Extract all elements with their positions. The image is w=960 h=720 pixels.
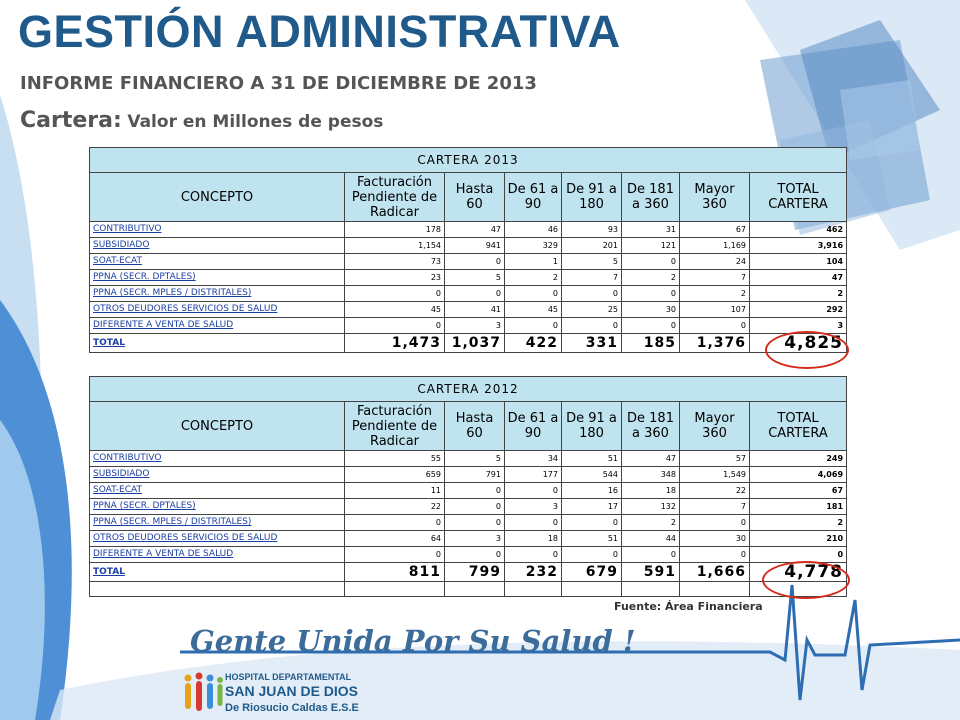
value-cell: 5 (445, 451, 505, 467)
page-title: GESTIÓN ADMINISTRATIVA (18, 6, 621, 57)
table-header-row (90, 173, 847, 222)
value-cell: 348 (622, 467, 680, 483)
concepto-link[interactable]: DIFERENTE A VENTA DE SALUD (90, 318, 345, 334)
cartera-caption (20, 108, 383, 133)
value-cell: 44 (622, 531, 680, 547)
value-cell: 0 (505, 515, 562, 531)
value-cell: 64 (345, 531, 445, 547)
value-cell: 16 (562, 483, 622, 499)
concepto-link[interactable]: DIFERENTE A VENTA DE SALUD (90, 547, 345, 563)
value-cell: 18 (505, 531, 562, 547)
table-row (90, 499, 847, 515)
value-cell: 659 (345, 467, 445, 483)
table-row (90, 483, 847, 499)
total-cell: 1,666 (680, 563, 750, 582)
header-cell: Mayor 360 (680, 173, 750, 222)
total-link[interactable]: TOTAL (90, 563, 345, 582)
value-cell: 2 (680, 286, 750, 302)
value-cell: 0 (622, 547, 680, 563)
total-cell: 1,473 (345, 334, 445, 353)
value-cell: 51 (562, 531, 622, 547)
value-cell: 0 (445, 547, 505, 563)
concepto-link[interactable]: CONTRIBUTIVO (90, 222, 345, 238)
value-cell: 47 (445, 222, 505, 238)
value-cell: 0 (622, 286, 680, 302)
cartera-2013-table (89, 147, 847, 353)
concepto-link[interactable]: OTROS DEUDORES SERVICIOS DE SALUD (90, 531, 345, 547)
value-cell: 0 (622, 254, 680, 270)
value-cell: 30 (622, 302, 680, 318)
value-cell: 0 (505, 318, 562, 334)
header-cell: CONCEPTO (90, 402, 345, 451)
value-cell: 17 (562, 499, 622, 515)
value-cell: 0 (562, 318, 622, 334)
value-cell: 941 (445, 238, 505, 254)
total-cell: 185 (622, 334, 680, 353)
value-cell: 1,154 (345, 238, 445, 254)
value-cell: 73 (345, 254, 445, 270)
value-cell: 0 (345, 515, 445, 531)
value-cell: 5 (562, 254, 622, 270)
total-cell: 811 (345, 563, 445, 582)
concepto-link[interactable]: PPNA (SECR. MPLES / DISTRITALES) (90, 515, 345, 531)
total-cell: 591 (622, 563, 680, 582)
total-row (90, 563, 847, 582)
value-cell: 3 (445, 531, 505, 547)
value-cell: 0 (562, 286, 622, 302)
concepto-link[interactable]: PPNA (SECR. MPLES / DISTRITALES) (90, 286, 345, 302)
table-row (90, 286, 847, 302)
header-cell: Facturación Pendiente de Radicar (345, 173, 445, 222)
row-total-cell: 181 (750, 499, 847, 515)
header-cell: De 181 a 360 (622, 402, 680, 451)
row-total-cell: 104 (750, 254, 847, 270)
left-swoosh (0, 95, 72, 720)
value-cell: 7 (680, 499, 750, 515)
row-total-cell: 4,069 (750, 467, 847, 483)
total-cell: 1,037 (445, 334, 505, 353)
value-cell: 0 (345, 286, 445, 302)
concepto-link[interactable]: CONTRIBUTIVO (90, 451, 345, 467)
value-cell: 0 (505, 286, 562, 302)
value-cell: 0 (445, 515, 505, 531)
row-total-cell: 462 (750, 222, 847, 238)
table-row (90, 270, 847, 286)
value-cell: 34 (505, 451, 562, 467)
table-row (90, 254, 847, 270)
value-cell: 46 (505, 222, 562, 238)
value-cell: 0 (505, 483, 562, 499)
slogan: Gente Unida Por Su Salud ! (190, 624, 636, 658)
total-cell: 232 (505, 563, 562, 582)
value-cell: 51 (562, 451, 622, 467)
row-total-cell: 2 (750, 286, 847, 302)
header-cell: De 91 a 180 (562, 173, 622, 222)
value-cell: 1,169 (680, 238, 750, 254)
cartera-units: Valor en Millones de pesos (127, 112, 384, 132)
value-cell: 23 (345, 270, 445, 286)
value-cell: 0 (445, 254, 505, 270)
logo-line-3: De Riosucio Caldas E.S.E (225, 702, 359, 714)
header-cell: De 61 a 90 (505, 402, 562, 451)
concepto-link[interactable]: SOAT-ECAT (90, 254, 345, 270)
value-cell: 201 (562, 238, 622, 254)
value-cell: 93 (562, 222, 622, 238)
total-cell: 799 (445, 563, 505, 582)
value-cell: 177 (505, 467, 562, 483)
table-row (90, 318, 847, 334)
hospital-logo (180, 668, 380, 718)
header-cell: TOTAL CARTERA (750, 173, 847, 222)
value-cell: 0 (345, 547, 445, 563)
concepto-link[interactable]: SOAT-ECAT (90, 483, 345, 499)
value-cell: 0 (562, 515, 622, 531)
row-total-cell: 249 (750, 451, 847, 467)
value-cell: 25 (562, 302, 622, 318)
value-cell: 1,549 (680, 467, 750, 483)
value-cell: 0 (562, 547, 622, 563)
blank-row (90, 582, 847, 597)
value-cell: 7 (680, 270, 750, 286)
value-cell: 121 (622, 238, 680, 254)
table-row (90, 222, 847, 238)
header-cell: De 91 a 180 (562, 402, 622, 451)
table-row (90, 531, 847, 547)
value-cell: 0 (505, 547, 562, 563)
table-title: CARTERA 2012 (90, 377, 847, 402)
value-cell: 11 (345, 483, 445, 499)
total-cell: 422 (505, 334, 562, 353)
row-total-cell: 292 (750, 302, 847, 318)
value-cell: 45 (505, 302, 562, 318)
value-cell: 3 (445, 318, 505, 334)
concepto-link[interactable]: SUBSIDIADO (90, 467, 345, 483)
header-cell: Hasta 60 (445, 173, 505, 222)
logo-line-2: SAN JUAN DE DIOS (225, 683, 359, 699)
row-total-cell: 67 (750, 483, 847, 499)
total-row (90, 334, 847, 353)
header-cell: TOTAL CARTERA (750, 402, 847, 451)
cartera-label: Cartera: (20, 108, 122, 133)
highlight-circle-2012 (762, 561, 850, 599)
concepto-link[interactable]: PPNA (SECR. DPTALES) (90, 499, 345, 515)
value-cell: 544 (562, 467, 622, 483)
table-header-row (90, 402, 847, 451)
table-row (90, 547, 847, 563)
value-cell: 107 (680, 302, 750, 318)
value-cell: 0 (445, 483, 505, 499)
value-cell: 5 (445, 270, 505, 286)
table-row (90, 515, 847, 531)
value-cell: 0 (680, 515, 750, 531)
value-cell: 329 (505, 238, 562, 254)
header-cell: De 181 a 360 (622, 173, 680, 222)
value-cell: 0 (445, 499, 505, 515)
table-row (90, 302, 847, 318)
logo-line-1: HOSPITAL DEPARTAMENTAL (225, 672, 352, 682)
value-cell: 31 (622, 222, 680, 238)
concepto-link[interactable]: OTROS DEUDORES SERVICIOS DE SALUD (90, 302, 345, 318)
value-cell: 18 (622, 483, 680, 499)
grand-total-cell: 4,778 (750, 563, 847, 582)
value-cell: 41 (445, 302, 505, 318)
value-cell: 0 (445, 286, 505, 302)
concepto-link[interactable]: PPNA (SECR. DPTALES) (90, 270, 345, 286)
value-cell: 3 (505, 499, 562, 515)
header-cell: De 61 a 90 (505, 173, 562, 222)
value-cell: 0 (622, 318, 680, 334)
cartera-2012-table (89, 376, 847, 597)
total-link[interactable]: TOTAL (90, 334, 345, 353)
table-row (90, 238, 847, 254)
row-total-cell: 47 (750, 270, 847, 286)
table-row (90, 467, 847, 483)
value-cell: 1 (505, 254, 562, 270)
people-logo-icon (180, 668, 224, 718)
row-total-cell: 0 (750, 547, 847, 563)
row-total-cell: 3,916 (750, 238, 847, 254)
header-cell: Mayor 360 (680, 402, 750, 451)
total-cell: 679 (562, 563, 622, 582)
header-cell: Facturación Pendiente de Radicar (345, 402, 445, 451)
value-cell: 2 (622, 515, 680, 531)
row-total-cell: 210 (750, 531, 847, 547)
grand-total-cell: 4,825 (750, 334, 847, 353)
value-cell: 0 (680, 547, 750, 563)
row-total-cell: 3 (750, 318, 847, 334)
value-cell: 57 (680, 451, 750, 467)
value-cell: 7 (562, 270, 622, 286)
value-cell: 67 (680, 222, 750, 238)
row-total-cell: 2 (750, 515, 847, 531)
value-cell: 30 (680, 531, 750, 547)
value-cell: 22 (680, 483, 750, 499)
report-subtitle: INFORME FINANCIERO A 31 DE DICIEMBRE DE 2013 (20, 73, 537, 94)
value-cell: 132 (622, 499, 680, 515)
value-cell: 178 (345, 222, 445, 238)
value-cell: 791 (445, 467, 505, 483)
value-cell: 22 (345, 499, 445, 515)
total-cell: 331 (562, 334, 622, 353)
value-cell: 45 (345, 302, 445, 318)
total-cell: 1,376 (680, 334, 750, 353)
header-cell: Hasta 60 (445, 402, 505, 451)
header-cell: CONCEPTO (90, 173, 345, 222)
table-row (90, 451, 847, 467)
value-cell: 55 (345, 451, 445, 467)
concepto-link[interactable]: SUBSIDIADO (90, 238, 345, 254)
value-cell: 2 (622, 270, 680, 286)
value-cell: 2 (505, 270, 562, 286)
source-note: Fuente: Área Financiera (614, 600, 763, 613)
table-title: CARTERA 2013 (90, 148, 847, 173)
value-cell: 24 (680, 254, 750, 270)
value-cell: 0 (680, 318, 750, 334)
value-cell: 47 (622, 451, 680, 467)
value-cell: 0 (345, 318, 445, 334)
highlight-circle-2013 (765, 331, 849, 369)
